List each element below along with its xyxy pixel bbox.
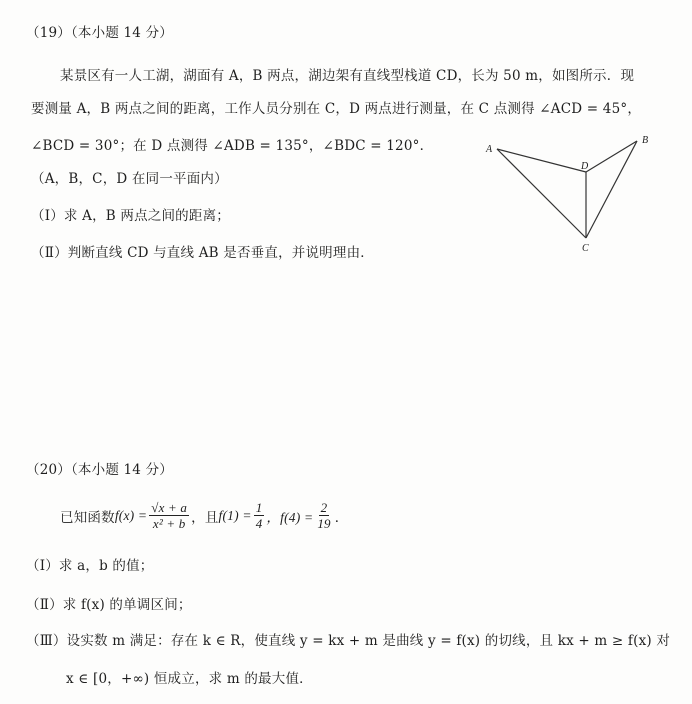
q19-part-1: （Ⅰ）求 A，B 两点之间的距离； xyxy=(31,208,230,224)
segment-bc xyxy=(586,141,637,238)
intro-mid: ，且 xyxy=(191,509,219,526)
q20-intro xyxy=(60,500,348,531)
q19-part-2: （Ⅱ）判断直线 CD 与直线 AB 是否垂直，并说明理由． xyxy=(31,245,374,261)
f1-denominator: 4 xyxy=(255,516,263,531)
q20-part-3-cont: x ∈ [0，+∞) 恒成立，求 m 的最大值． xyxy=(66,671,313,687)
q19-line-2: 要测量 A，B 两点之间的距离，工作人员分别在 C，D 两点进行测量，在 C 点测得 ∠ACD = 45°， xyxy=(31,101,642,117)
f4-denominator: 19 xyxy=(317,516,331,531)
label-a: A xyxy=(486,144,493,155)
label-b: B xyxy=(642,135,649,146)
f-fraction xyxy=(149,500,189,531)
intro-end: ． xyxy=(334,509,349,526)
f1-fraction xyxy=(254,500,265,531)
f1-numerator: 1 xyxy=(255,500,263,515)
q19-title: （19）（本小题 14 分） xyxy=(26,25,173,41)
q20-part-2: （Ⅱ）求 f(x) 的单调区间； xyxy=(26,597,192,613)
q20-title: （20）（本小题 14 分） xyxy=(26,462,173,478)
q19-line-4: （A，B，C，D 在同一平面内） xyxy=(31,171,228,187)
f-numerator: √x + a xyxy=(151,500,188,515)
f-lhs: f(x) = xyxy=(114,507,148,523)
q20-part-1: （Ⅰ）求 a，b 的值； xyxy=(26,558,154,574)
f1-lhs: f(1) = xyxy=(218,507,252,523)
f4-numerator: 2 xyxy=(320,500,328,515)
f-denominator: x² + b xyxy=(152,516,186,531)
label-d: D xyxy=(581,161,589,172)
f4-fraction xyxy=(315,500,332,531)
q19-line-1: 某景区有一人工湖，湖面有 A，B 两点，湖边架有直线型栈道 CD，长为 50 m，如图所示．现 xyxy=(60,68,635,84)
f4-lhs: ，f(4) = xyxy=(266,509,314,525)
q19-line-3: ∠BCD = 30°；在 D 点测得 ∠ADB = 135°，∠BDC = 120°． xyxy=(31,138,434,154)
segment-ac xyxy=(497,149,586,238)
segment-ad xyxy=(497,149,586,172)
label-c: C xyxy=(582,243,589,254)
q20-part-3: （Ⅲ）设实数 m 满足：存在 k ∈ R，使直线 y = kx + m 是曲线 y = f(x) 的切线，且 kx + m ≥ f(x) 对 xyxy=(26,633,671,649)
intro-prefix: 已知函数 xyxy=(60,509,115,526)
